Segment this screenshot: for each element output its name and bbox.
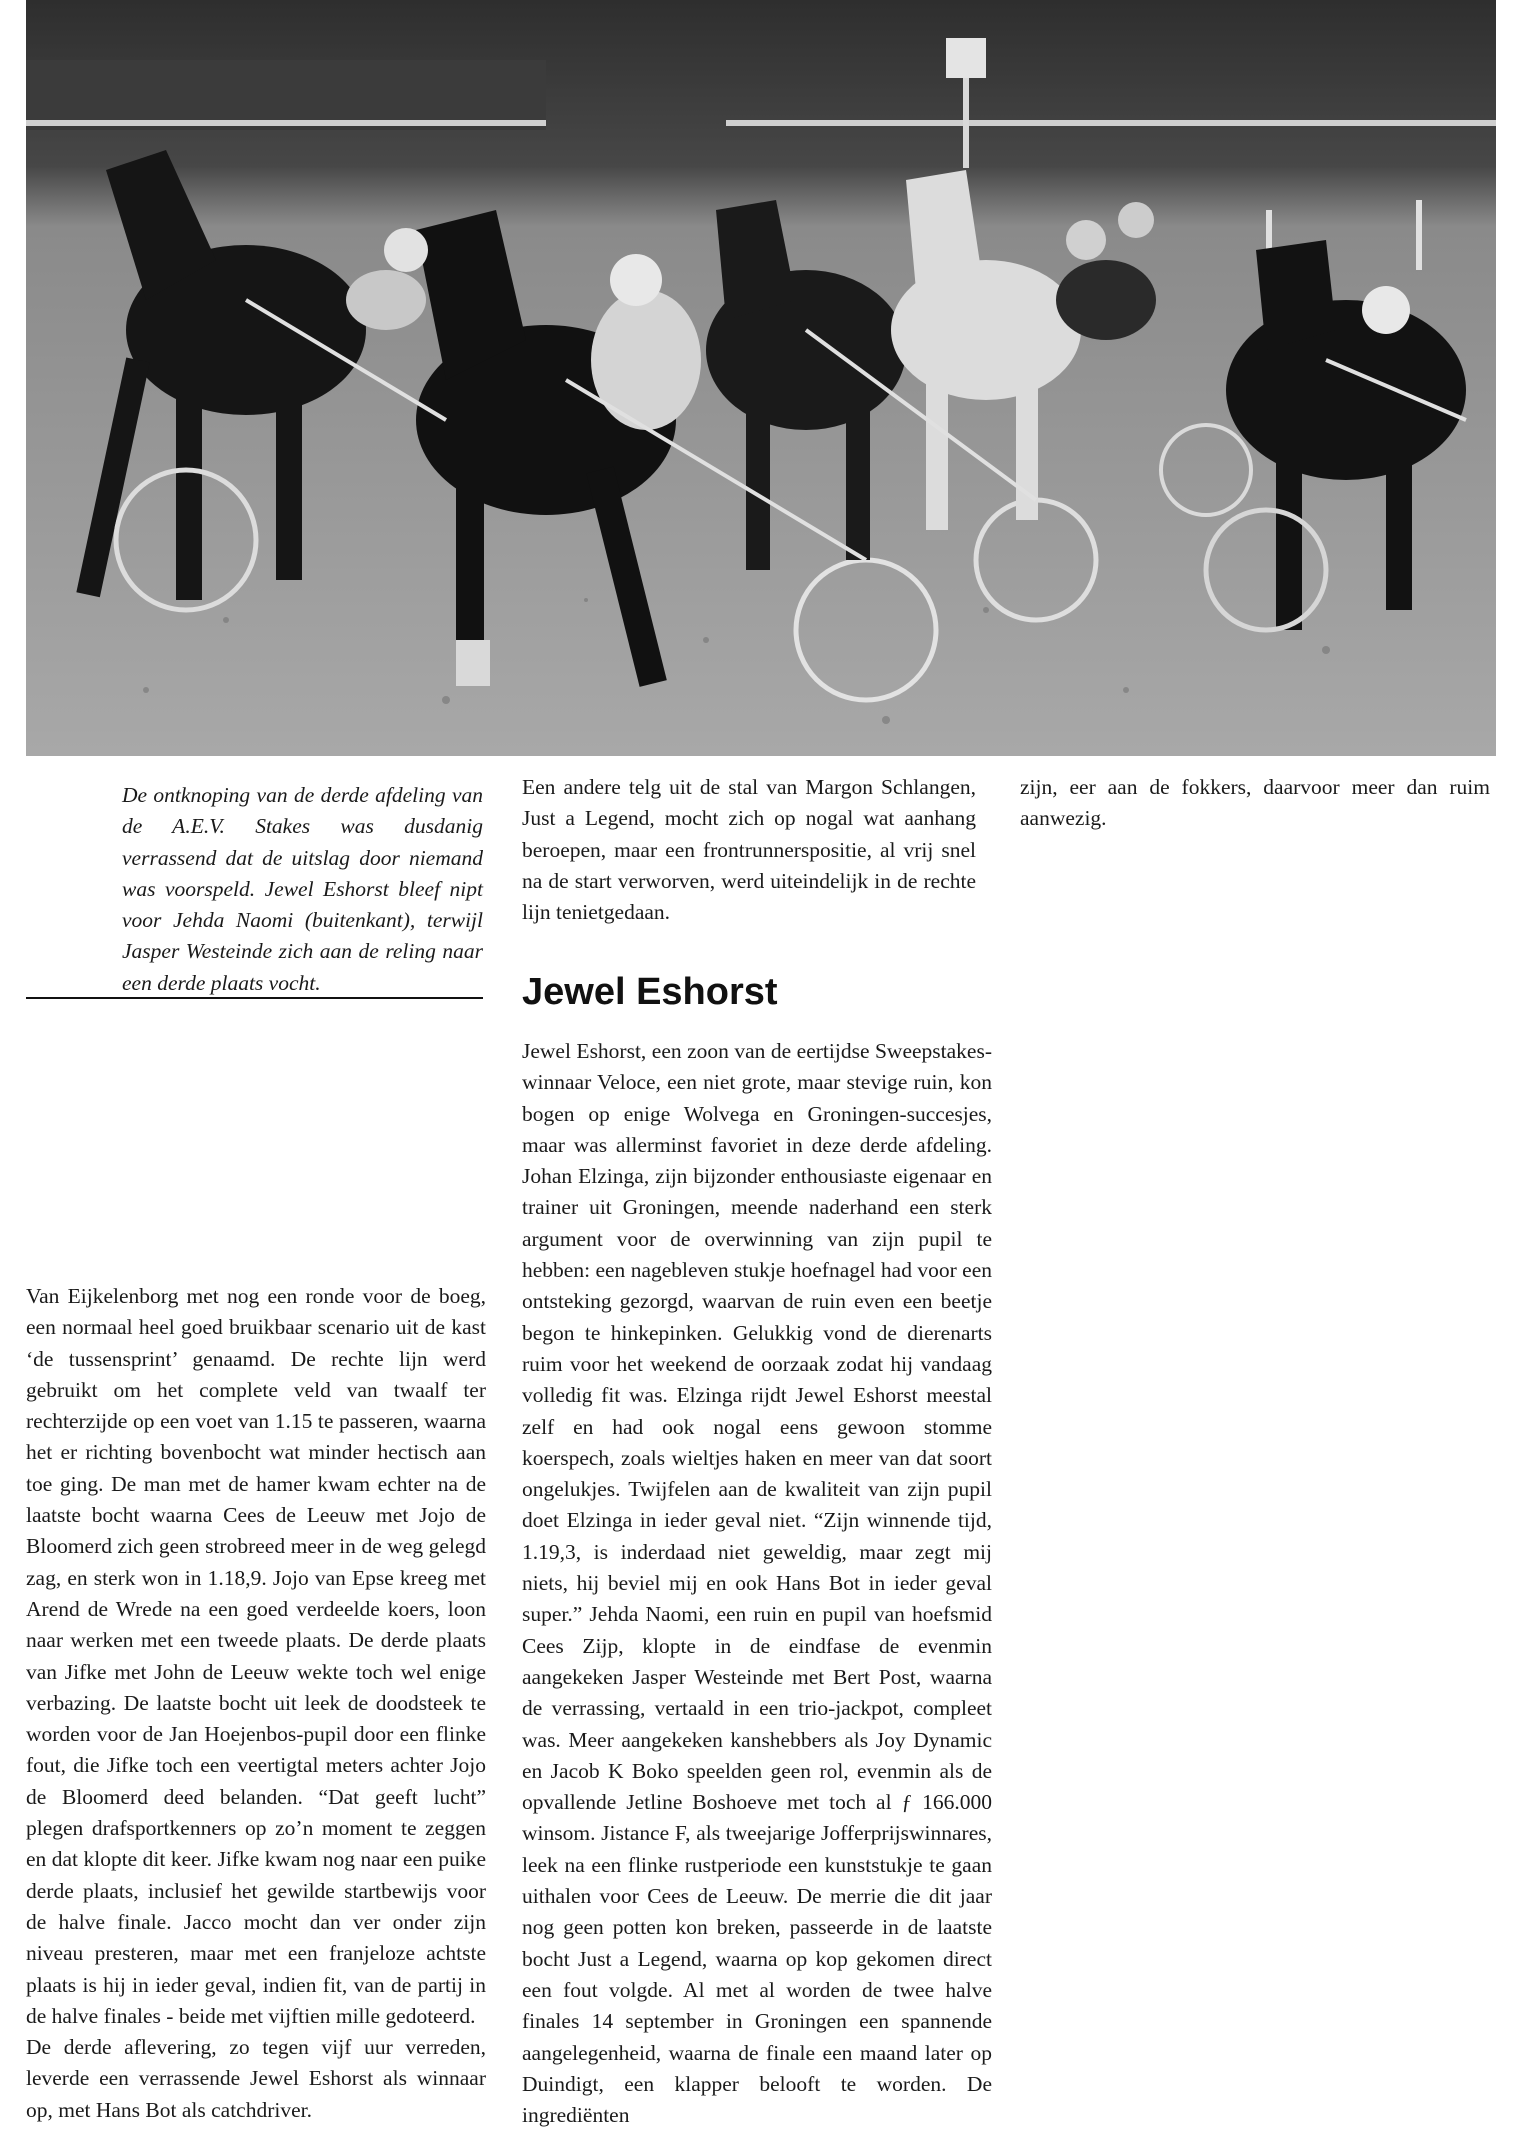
paragraph: Van Eijkelenborg met nog een ronde voor de boeg, een normaal heel goed bruikbaar scenario uit de kast ‘de tussensprint’ genaamd. De rechte lijn werd gebruikt om het complete veld van twaalf ter rechterzijde op een voet van 1.15 te passeren, waarna het er richting bovenbocht wat minder hectisch aan toe ging. De man met de hamer kwam echter na de laatste bocht waarna Cees de Leeuw met Jojo de Bloomerd zich geen strobreed meer in de weg gelegd zag, en sterk won in 1.18,9. Jojo van Epse kreeg met Arend de Wrede na een goed verdeelde koers, loon naar werken met een tweede plaats. De derde plaats van Jifke met John de Leeuw wekte toch wel enige verbazing. De laatste bocht uit leek de doodsteek te worden voor de Jan Hoejenbos-pupil door een flinke fout, die Jifke toch een veertigtal meters achter Jojo de Bloomerd deed belanden. “Dat geeft lucht” plegen drafsportkenners op zo’n moment te zeggen en dat klopte dit keer. Jifke kwam nog naar een puike derde plaats, inclusief het gewilde startbewijs voor de halve finale. Jacco mocht dan ver onder zijn niveau presteren, maar met een franjeloze achtste plaats is hij in ieder geval, indien fit, van de partij in de halve finales - beide met vijftien mille gedoteerd. bbox=[26, 1284, 486, 2028]
race-photo bbox=[26, 0, 1496, 756]
article-column-2-intro: Een andere telg uit de stal van Margon Schlangen, Just a Legend, mocht zich op nogal wat aanhang beroepen, maar een frontrunnerspositie, al vrij snel na de start verworven, werd uiteindelijk in de rechte lijn tenietgedaan. bbox=[522, 775, 976, 925]
harness-race-image bbox=[26, 0, 1496, 756]
paragraph: De derde aflevering, zo tegen vijf uur verreden, leverde een verrassende Jewel Eshorst als winnaar op, met Hans Bot als catchdriver. bbox=[26, 2035, 486, 2122]
section-heading: Jewel Eshorst bbox=[522, 971, 778, 1013]
article-column-2-body: Jewel Eshorst, een zoon van de eertijdse Sweepstakes-winnaar Veloce, een niet grote, maar stevige ruin, kon bogen op enige Wolvega en Groningen-succesjes, maar was allerminst favoriet in deze derde afdeling. Johan Elzinga, zijn bijzonder enthousiaste eigenaar en trainer uit Groningen, meende naderhand een sterk argument voor de overwinning van zijn pupil te hebben: een nagebleven stukje hoefnagel had voor een ontsteking gezorgd, waarvan de ruin even een beetje begon te hinkepinken. Gelukkig vond de dierenarts ruim voor het weekend de oorzaak zodat hij vandaag volledig fit was. Elzinga rijdt Jewel Eshorst meestal zelf en had ook nogal eens gewoon stomme koerspech, zoals wieltjes haken en meer van dat soort ongelukjes. Twijfelen aan de kwaliteit van zijn pupil doet Elzinga in ieder geval niet. “Zijn winnende tijd, 1.19,3, is inderdaad niet geweldig, maar zegt mij niets, hij beviel mij en ook Hans Bot in ieder geval super.” Jehda Naomi, een ruin en pupil van hoefsmid Cees Zijp, klopte in de eindfase de evenmin aangekeken Jasper Westeinde met Bert Post, waarna de verrassing, vertaald in een trio-jackpot, compleet was. Meer aangekeken kanshebbers als Joy Dynamic en Jacob K Boko speelden geen rol, evenmin als de opvallende Jetline Boshoeve met toch al ƒ 166.000 winsom. Jistance F, als tweejarige Jofferprijswinnares, leek na een flinke rustperiode een kunststukje te gaan uithalen voor Cees de Leeuw. De merrie die dit jaar nog geen potten kon breken, passeerde in de laatste bocht Just a Legend, waarna op kop gekomen direct een fout volgde. Al met al worden de twee halve finales 14 september in Groningen een spannende aangelegenheid, waarna de finale een maand later op Duindigt, een klapper belooft te worden. De ingrediënten bbox=[522, 1039, 992, 2128]
caption-divider bbox=[26, 997, 483, 999]
article-column-3: zijn, eer aan de fokkers, daarvoor meer dan ruim aanwezig. bbox=[1020, 775, 1490, 831]
article-column-1 bbox=[26, 1281, 486, 2126]
photo-caption: De ontknoping van de derde afdeling van de A.E.V. Stakes was dusdanig verrassend dat de uitslag door niemand was voorspeld. Jewel Eshorst bleef nipt voor Jehda Naomi (buitenkant), terwijl Jasper Westeinde zich aan de reling naar een derde plaats vocht. bbox=[122, 783, 483, 995]
